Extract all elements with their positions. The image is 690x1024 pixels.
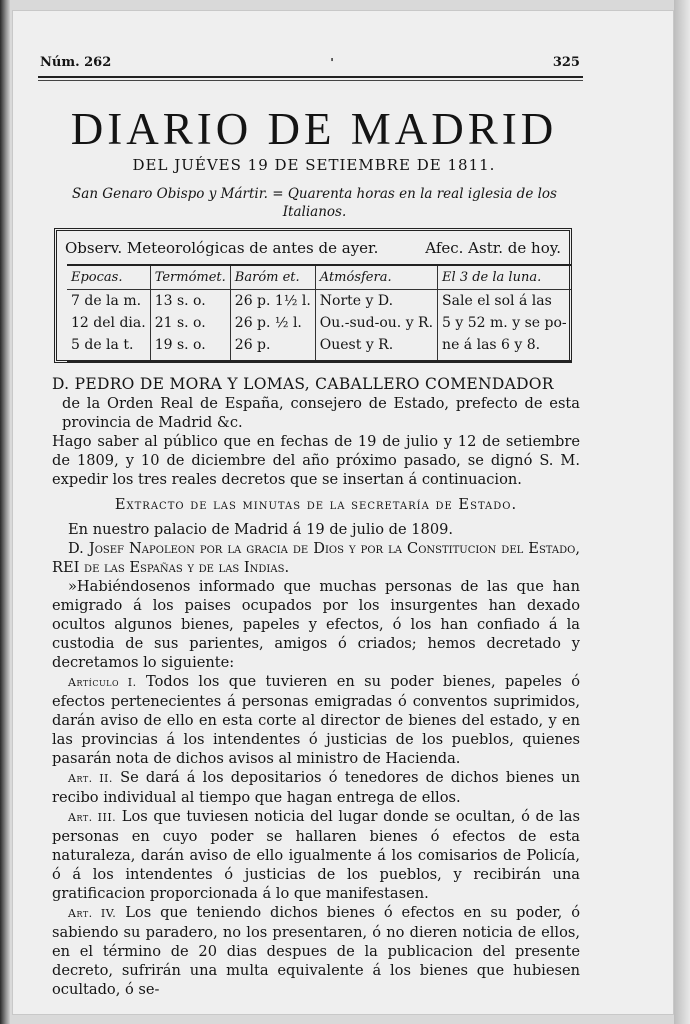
meteo-table [67, 264, 571, 362]
meteorological-box [54, 228, 572, 363]
meteo-row [67, 312, 571, 334]
article-1 [52, 672, 580, 768]
meteo-cell: Sale el sol á las [438, 290, 571, 313]
article-2-label: Art. II. [68, 772, 113, 785]
article-body [52, 375, 580, 999]
meteo-col-header: Termómet. [150, 265, 230, 290]
meteo-col-header: El 3 de la luna. [438, 265, 571, 290]
newspaper-page [12, 10, 674, 1015]
page-header [40, 55, 580, 70]
meteo-cell: Ouest y R. [315, 334, 437, 361]
meteo-cell: 21 s. o. [150, 312, 230, 334]
meteo-title-row [65, 239, 561, 257]
meteo-cell: 19 s. o. [150, 334, 230, 361]
saint-of-day: San Genaro Obispo y Mártir. = Quarenta horas en la real iglesia de los Italianos. [72, 186, 557, 220]
meteo-col-header: Atmósfera. [315, 265, 437, 290]
masthead-title: DIARIO DE MADRID [70, 104, 558, 154]
meteo-cell: 26 p. [230, 334, 315, 361]
meteo-cell: 26 p. ½ l. [230, 312, 315, 334]
meteo-row [67, 290, 571, 313]
issue-number: Núm. 262 [40, 55, 112, 70]
paragraph-date: En nuestro palacio de Madrid á 19 de julio de 1809. [68, 521, 454, 538]
meteo-cell: 26 p. 1½ l. [230, 290, 315, 313]
meteo-cell: ne á las 6 y 8. [438, 334, 571, 361]
meteo-cell: 5 de la t. [67, 334, 150, 361]
meteo-cell: 5 y 52 m. y se po- [438, 312, 571, 334]
article-3 [52, 807, 580, 903]
meteo-cell: Ou.-sud-ou. y R. [315, 312, 437, 334]
meteo-col-header: Baróm et. [230, 265, 315, 290]
article-2-text: Se dará á los depositarios ó tenedores de dichos bienes un recibo individual al tiempo que hagan entrega de ellos. [52, 769, 580, 806]
meteo-title: Observ. Meteorológicas de antes de ayer. [65, 239, 379, 257]
page-number: 325 [552, 55, 580, 70]
meteo-col-header: Epocas. [67, 265, 150, 290]
meteo-cell: Norte y D. [315, 290, 437, 313]
article-4-label: Art. IV. [68, 907, 117, 920]
article-1-text: Todos los que tuvieren en su poder bienes, papeles ó efectos pertenecientes á personas emigradas ó conventos suprimidos, darán aviso de ello en esta corte al director de bienes del estado, y en las provincias á los intendentes ó justicias de los pueblos, quienes pasarán nota de dichos avisos al ministro de Hacienda. [52, 673, 580, 767]
paragraph-preamble: »Habiéndosenos informado que muchas personas de las que han emigrado á los paises ocupados por los insurgentes han dexado ocultos algunos bienes, papeles y efectos, ó los han confiado á la custodia de sus parientes, amigos ó criados; hemos decretado y decretamos lo siguiente: [52, 578, 580, 671]
article-3-label: Art. III. [68, 811, 117, 824]
article-4-text: Los que teniendo dichos bienes ó efectos en su poder, ó sabiendo su paradero, no los presentaren, ó no dieren noticia de ellos, en el término de 20 dias despues de la publicacion del presente decreto, sufrirán una multa equivalente á los bienes que hubiesen ocultado, ó se- [52, 904, 580, 998]
astro-title: Afec. Astr. de hoy. [425, 239, 561, 257]
meteo-cell: 12 del dia. [71, 315, 146, 331]
meteo-header-row [67, 265, 571, 290]
paragraph-king: D. Josef Napoleon por la gracia de Dios y por la Constitucion del Estado, REI de las Españas y de las Indias. [52, 540, 580, 576]
article-4 [52, 903, 580, 999]
meteo-cell: 7 de la m. [71, 293, 142, 309]
article-2 [52, 768, 580, 807]
paragraph-notice: Hago saber al público que en fechas de 19 de julio y 12 de setiembre de 1809, y 10 de diciembre del año próximo pasado, se dignó S. M. expedir los tres reales decretos que se insertan á continuacion. [52, 433, 580, 488]
lead-continuation: de la Orden Real de España, consejero de Estado, prefecto de esta provincia de Madrid &c. [62, 395, 580, 431]
article-3-text: Los que tuviesen noticia del lugar donde se ocultan, ó de las personas en cuyo poder se hallaren bienes ó efectos de esta naturaleza, darán aviso de ello igualmente á los comisarios de Policía, ó á los intendentes ó justicias de los pueblos, y recibirán una gratificacion proporcionada á lo que manifestasen. [52, 808, 580, 902]
dateline: DEL JUÉVES 19 DE SETIEMBRE DE 1811. [132, 156, 496, 174]
article-1-label: Artículo I. [68, 676, 137, 689]
header-rule [38, 76, 583, 78]
extract-heading: Extracto de las minutas de la secretaría de Estado. [114, 496, 518, 513]
meteo-cell: 13 s. o. [150, 290, 230, 313]
meteo-row [67, 334, 571, 361]
lead-paragraph [52, 375, 580, 394]
lead-name: D. PEDRO DE MORA Y LOMAS, CABALLERO COMENDADOR [52, 375, 554, 393]
header-rule-thin [38, 80, 583, 81]
header-mark: ' [330, 56, 334, 69]
